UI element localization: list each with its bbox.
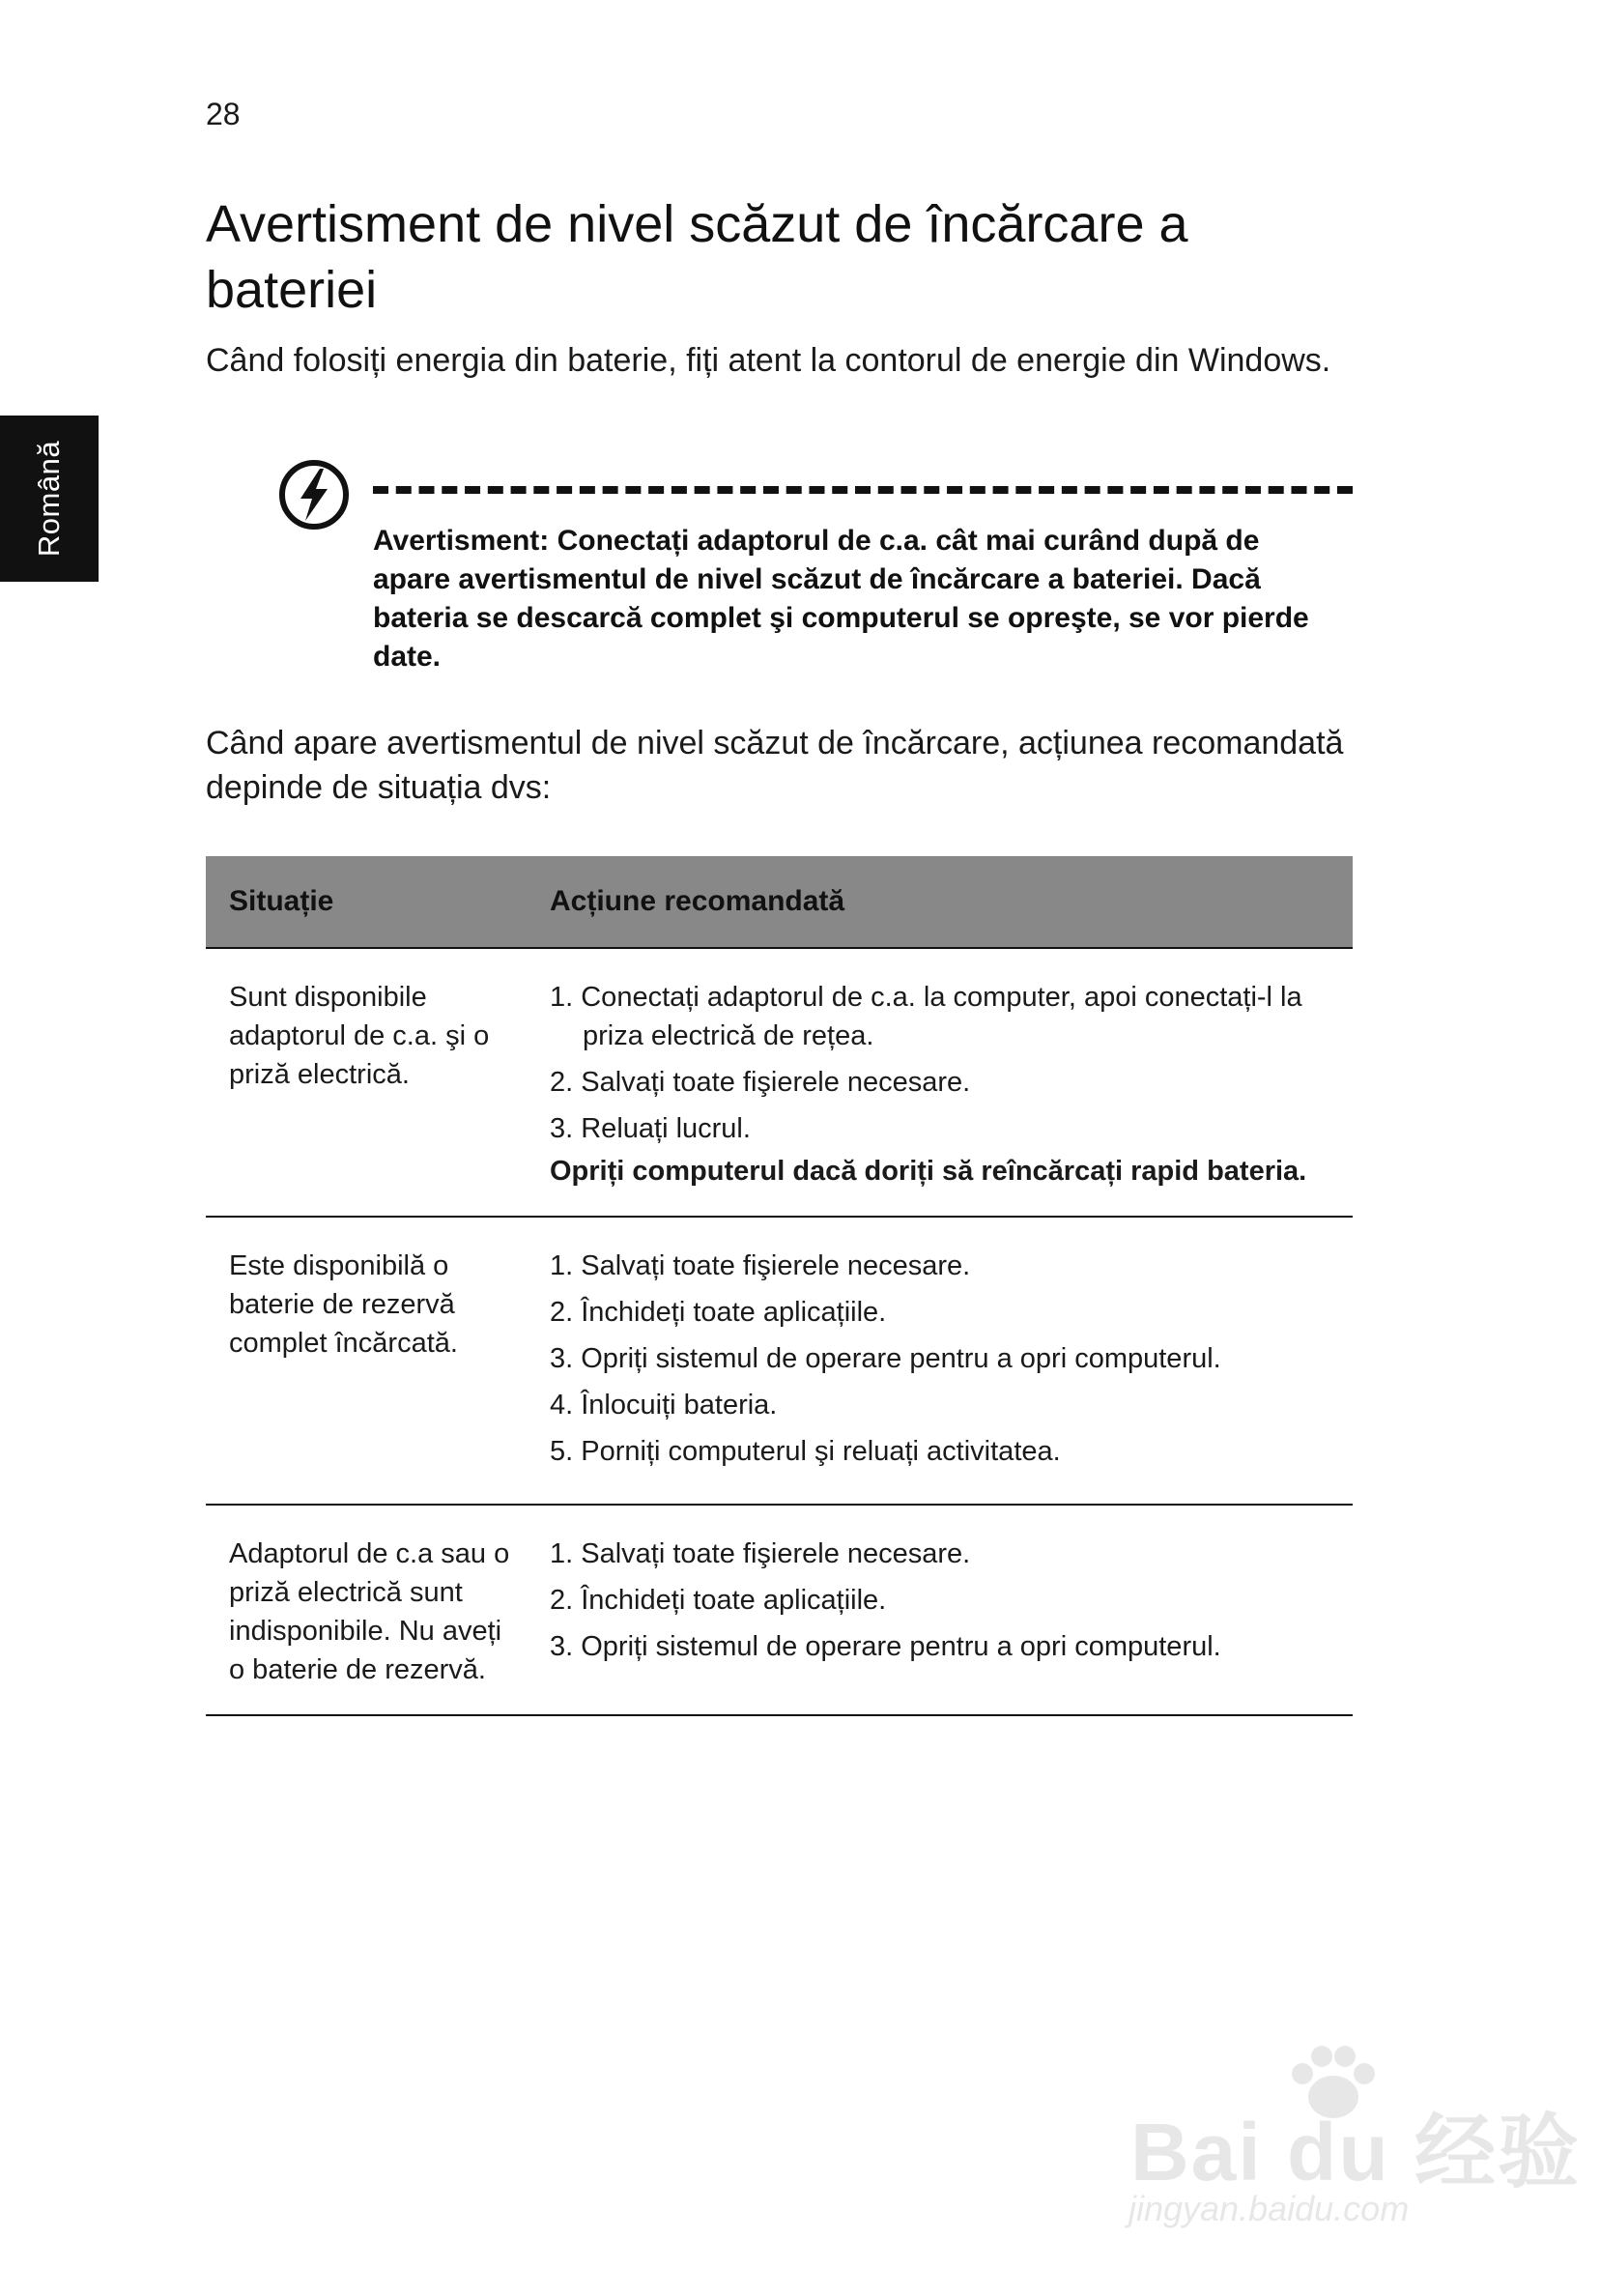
steps-list (550, 978, 1353, 1148)
list-item: 3. Opriți sistemul de operare pentru a opri computerul. (550, 1343, 1221, 1374)
recommendation-table (206, 856, 1353, 1716)
warning-lightning-icon (277, 458, 351, 531)
header-situation: Situație (206, 856, 529, 948)
page-number: 28 (206, 97, 241, 131)
list-item: 1. Salvați toate fişierele necesare. (550, 1538, 971, 1569)
situation-cell: Este disponibilă o baterie de rezervă complet încărcată. (206, 1217, 529, 1505)
action-cell (529, 1217, 1353, 1505)
list-item: 4. Înlocuiți bateria. (550, 1390, 778, 1421)
recommendation-paragraph: Când apare avertismentul de nivel scăzut de încărcare, acțiunea recomandată depinde de situația dvs: (206, 725, 1344, 806)
list-item: 1. Conectați adaptorul de c.a. la computer, apoi conectați-l la priza electrică de rețea. (550, 982, 1302, 1051)
side-tab-label: Română (32, 440, 66, 558)
list-item: 3. Reluați lucrul. (550, 1113, 751, 1144)
table-row (206, 1217, 1353, 1505)
action-note: Opriți computerul dacă doriți să reîncărcați rapid bateria. (550, 1156, 1307, 1187)
list-item: 5. Porniți computerul şi reluați activitatea. (550, 1436, 1061, 1467)
list-item: 2. Închideți toate aplicațiile. (550, 1585, 887, 1616)
list-item: 3. Opriți sistemul de operare pentru a opri computerul. (550, 1631, 1221, 1662)
header-action: Acțiune recomandată (529, 856, 1353, 948)
language-side-tab (0, 416, 99, 582)
situation-cell: Sunt disponibile adaptorul de c.a. şi o priză electrică. (206, 948, 529, 1217)
watermark-logo-text: Bai du 经验 (1130, 2107, 1582, 2197)
list-item: 1. Salvați toate fişierele necesare. (550, 1250, 971, 1281)
table-row (206, 948, 1353, 1217)
watermark-url: jingyan.baidu.com (1129, 2189, 1410, 2228)
action-cell (529, 1505, 1353, 1715)
warning-divider (373, 486, 1353, 494)
steps-list (550, 1535, 1353, 1666)
list-item: 2. Salvați toate fişierele necesare. (550, 1067, 971, 1098)
table-row (206, 1505, 1353, 1715)
page-title: Avertisment de nivel scăzut de încărcare a bateriei (206, 195, 1188, 319)
warning-text: Avertisment: Conectați adaptorul de c.a. cât mai curând după de apare avertismentul de nivel scăzut de încărcare a bateriei. Dacă bateria se descarcă complet şi computerul se opreşte, se vor pierde date. (373, 525, 1309, 673)
intro-paragraph: Când folosiți energia din baterie, fiți atent la contorul de energie din Windows. (206, 342, 1331, 379)
situation-cell: Adaptorul de c.a sau o priză electrică sunt indisponibile. Nu aveți o baterie de rezervă. (206, 1505, 529, 1715)
steps-list (550, 1247, 1353, 1471)
baidu-watermark (1111, 2039, 1582, 2242)
table-header-row (206, 856, 1353, 948)
action-cell (529, 948, 1353, 1217)
list-item: 2. Închideți toate aplicațiile. (550, 1297, 887, 1328)
